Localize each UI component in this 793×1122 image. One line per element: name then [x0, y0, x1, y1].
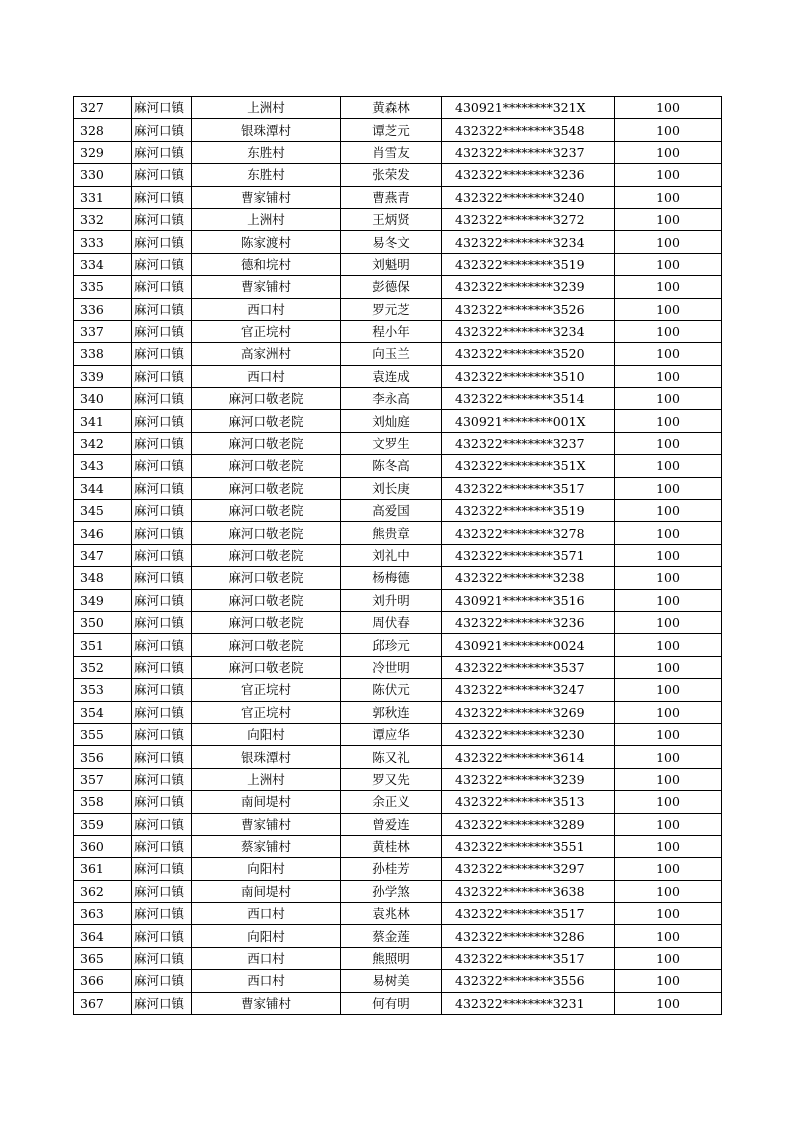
row-number: 332	[74, 208, 132, 230]
name-cell: 刘礼中	[341, 544, 442, 566]
id-number-cell: 432322********3510	[442, 365, 615, 387]
name-cell: 陈伏元	[341, 679, 442, 701]
amount-cell: 100	[615, 455, 722, 477]
table-row	[74, 791, 722, 813]
row-number: 340	[74, 388, 132, 410]
village-cell: 向阳村	[192, 723, 341, 745]
village-cell: 东胜村	[192, 141, 341, 163]
table-row	[74, 925, 722, 947]
row-number: 367	[74, 992, 132, 1014]
id-number-cell: 432322********3614	[442, 746, 615, 768]
name-cell: 陈又礼	[341, 746, 442, 768]
town-cell: 麻河口镇	[132, 992, 192, 1014]
id-number-cell: 432322********3234	[442, 231, 615, 253]
id-number-cell: 432322********3278	[442, 522, 615, 544]
id-number-cell: 432322********3237	[442, 432, 615, 454]
village-cell: 高家洲村	[192, 343, 341, 365]
table-row	[74, 298, 722, 320]
name-cell: 谭芝元	[341, 119, 442, 141]
amount-cell: 100	[615, 768, 722, 790]
village-cell: 上洲村	[192, 208, 341, 230]
table-row	[74, 455, 722, 477]
village-cell: 官正垸村	[192, 679, 341, 701]
row-number: 363	[74, 903, 132, 925]
village-cell: 蔡家铺村	[192, 835, 341, 857]
recipient-table	[73, 96, 722, 1015]
id-number-cell: 432322********3231	[442, 992, 615, 1014]
id-number-cell: 432322********3230	[442, 723, 615, 745]
name-cell: 曾爱连	[341, 813, 442, 835]
town-cell: 麻河口镇	[132, 276, 192, 298]
row-number: 329	[74, 141, 132, 163]
id-number-cell: 432322********3272	[442, 208, 615, 230]
amount-cell: 100	[615, 835, 722, 857]
table-row	[74, 276, 722, 298]
table-row	[74, 813, 722, 835]
name-cell: 熊照明	[341, 947, 442, 969]
table-row	[74, 343, 722, 365]
id-number-cell: 432322********3551	[442, 835, 615, 857]
amount-cell: 100	[615, 500, 722, 522]
row-number: 353	[74, 679, 132, 701]
town-cell: 麻河口镇	[132, 186, 192, 208]
amount-cell: 100	[615, 298, 722, 320]
id-number-cell: 432322********3517	[442, 947, 615, 969]
amount-cell: 100	[615, 723, 722, 745]
table-row	[74, 500, 722, 522]
town-cell: 麻河口镇	[132, 141, 192, 163]
village-cell: 曹家铺村	[192, 186, 341, 208]
name-cell: 刘长庚	[341, 477, 442, 499]
town-cell: 麻河口镇	[132, 477, 192, 499]
id-number-cell: 432322********3286	[442, 925, 615, 947]
table-row	[74, 589, 722, 611]
row-number: 356	[74, 746, 132, 768]
id-number-cell: 432322********3239	[442, 768, 615, 790]
amount-cell: 100	[615, 141, 722, 163]
village-cell: 麻河口敬老院	[192, 611, 341, 633]
table-row	[74, 253, 722, 275]
table-row	[74, 723, 722, 745]
village-cell: 上洲村	[192, 97, 341, 119]
row-number: 354	[74, 701, 132, 723]
amount-cell: 100	[615, 477, 722, 499]
town-cell: 麻河口镇	[132, 791, 192, 813]
id-number-cell: 432322********3517	[442, 903, 615, 925]
id-number-cell: 430921********3516	[442, 589, 615, 611]
row-number: 351	[74, 634, 132, 656]
name-cell: 刘魁明	[341, 253, 442, 275]
row-number: 360	[74, 835, 132, 857]
name-cell: 向玉兰	[341, 343, 442, 365]
row-number: 344	[74, 477, 132, 499]
row-number: 365	[74, 947, 132, 969]
amount-cell: 100	[615, 276, 722, 298]
village-cell: 麻河口敬老院	[192, 500, 341, 522]
amount-cell: 100	[615, 365, 722, 387]
village-cell: 麻河口敬老院	[192, 567, 341, 589]
town-cell: 麻河口镇	[132, 611, 192, 633]
id-number-cell: 432322********3548	[442, 119, 615, 141]
name-cell: 孙桂芳	[341, 858, 442, 880]
town-cell: 麻河口镇	[132, 455, 192, 477]
amount-cell: 100	[615, 567, 722, 589]
row-number: 331	[74, 186, 132, 208]
row-number: 366	[74, 970, 132, 992]
row-number: 352	[74, 656, 132, 678]
name-cell: 黄桂林	[341, 835, 442, 857]
id-number-cell: 432322********3236	[442, 611, 615, 633]
amount-cell: 100	[615, 164, 722, 186]
name-cell: 冷世明	[341, 656, 442, 678]
amount-cell: 100	[615, 858, 722, 880]
village-cell: 曹家铺村	[192, 992, 341, 1014]
name-cell: 何有明	[341, 992, 442, 1014]
town-cell: 麻河口镇	[132, 701, 192, 723]
village-cell: 曹家铺村	[192, 276, 341, 298]
table-row	[74, 970, 722, 992]
town-cell: 麻河口镇	[132, 567, 192, 589]
id-number-cell: 432322********3519	[442, 253, 615, 275]
name-cell: 蔡金莲	[341, 925, 442, 947]
town-cell: 麻河口镇	[132, 903, 192, 925]
village-cell: 西口村	[192, 365, 341, 387]
town-cell: 麻河口镇	[132, 343, 192, 365]
id-number-cell: 432322********3239	[442, 276, 615, 298]
name-cell: 曹燕青	[341, 186, 442, 208]
row-number: 336	[74, 298, 132, 320]
id-number-cell: 432322********3526	[442, 298, 615, 320]
name-cell: 邱珍元	[341, 634, 442, 656]
table-row	[74, 544, 722, 566]
town-cell: 麻河口镇	[132, 365, 192, 387]
village-cell: 向阳村	[192, 925, 341, 947]
name-cell: 郭秋连	[341, 701, 442, 723]
row-number: 364	[74, 925, 132, 947]
amount-cell: 100	[615, 432, 722, 454]
row-number: 339	[74, 365, 132, 387]
town-cell: 麻河口镇	[132, 432, 192, 454]
town-cell: 麻河口镇	[132, 925, 192, 947]
id-number-cell: 432322********3289	[442, 813, 615, 835]
table-row	[74, 388, 722, 410]
table-row	[74, 97, 722, 119]
amount-cell: 100	[615, 611, 722, 633]
town-cell: 麻河口镇	[132, 679, 192, 701]
town-cell: 麻河口镇	[132, 970, 192, 992]
town-cell: 麻河口镇	[132, 253, 192, 275]
village-cell: 麻河口敬老院	[192, 589, 341, 611]
name-cell: 罗元芝	[341, 298, 442, 320]
village-cell: 西口村	[192, 903, 341, 925]
table-row	[74, 768, 722, 790]
town-cell: 麻河口镇	[132, 119, 192, 141]
name-cell: 易冬文	[341, 231, 442, 253]
table-row	[74, 477, 722, 499]
row-number: 338	[74, 343, 132, 365]
name-cell: 李永高	[341, 388, 442, 410]
id-number-cell: 430921********0024	[442, 634, 615, 656]
name-cell: 刘升明	[341, 589, 442, 611]
row-number: 346	[74, 522, 132, 544]
row-number: 342	[74, 432, 132, 454]
name-cell: 陈冬高	[341, 455, 442, 477]
village-cell: 西口村	[192, 947, 341, 969]
amount-cell: 100	[615, 388, 722, 410]
name-cell: 余正义	[341, 791, 442, 813]
row-number: 345	[74, 500, 132, 522]
id-number-cell: 432322********3240	[442, 186, 615, 208]
village-cell: 麻河口敬老院	[192, 656, 341, 678]
row-number: 362	[74, 880, 132, 902]
table-row	[74, 567, 722, 589]
village-cell: 西口村	[192, 298, 341, 320]
amount-cell: 100	[615, 97, 722, 119]
id-number-cell: 432322********3638	[442, 880, 615, 902]
amount-cell: 100	[615, 925, 722, 947]
row-number: 330	[74, 164, 132, 186]
town-cell: 麻河口镇	[132, 858, 192, 880]
row-number: 343	[74, 455, 132, 477]
village-cell: 上洲村	[192, 768, 341, 790]
table-row	[74, 858, 722, 880]
town-cell: 麻河口镇	[132, 522, 192, 544]
name-cell: 张荣发	[341, 164, 442, 186]
table-body	[74, 97, 722, 1015]
id-number-cell: 432322********3513	[442, 791, 615, 813]
town-cell: 麻河口镇	[132, 656, 192, 678]
town-cell: 麻河口镇	[132, 97, 192, 119]
id-number-cell: 432322********3514	[442, 388, 615, 410]
town-cell: 麻河口镇	[132, 813, 192, 835]
id-number-cell: 432322********3519	[442, 500, 615, 522]
name-cell: 刘灿庭	[341, 410, 442, 432]
name-cell: 黄森林	[341, 97, 442, 119]
amount-cell: 100	[615, 522, 722, 544]
amount-cell: 100	[615, 656, 722, 678]
id-number-cell: 432322********3571	[442, 544, 615, 566]
id-number-cell: 432322********351X	[442, 455, 615, 477]
village-cell: 南间堤村	[192, 791, 341, 813]
table-row	[74, 880, 722, 902]
amount-cell: 100	[615, 813, 722, 835]
village-cell: 官正垸村	[192, 701, 341, 723]
table-row	[74, 186, 722, 208]
table-row	[74, 432, 722, 454]
amount-cell: 100	[615, 679, 722, 701]
village-cell: 官正垸村	[192, 320, 341, 342]
name-cell: 杨梅德	[341, 567, 442, 589]
amount-cell: 100	[615, 880, 722, 902]
amount-cell: 100	[615, 701, 722, 723]
table-row	[74, 208, 722, 230]
village-cell: 麻河口敬老院	[192, 634, 341, 656]
row-number: 337	[74, 320, 132, 342]
town-cell: 麻河口镇	[132, 544, 192, 566]
village-cell: 麻河口敬老院	[192, 477, 341, 499]
row-number: 361	[74, 858, 132, 880]
amount-cell: 100	[615, 589, 722, 611]
name-cell: 罗又先	[341, 768, 442, 790]
village-cell: 麻河口敬老院	[192, 455, 341, 477]
id-number-cell: 432322********3297	[442, 858, 615, 880]
row-number: 358	[74, 791, 132, 813]
village-cell: 向阳村	[192, 858, 341, 880]
amount-cell: 100	[615, 208, 722, 230]
id-number-cell: 432322********3517	[442, 477, 615, 499]
row-number: 348	[74, 567, 132, 589]
row-number: 333	[74, 231, 132, 253]
town-cell: 麻河口镇	[132, 723, 192, 745]
table-row	[74, 746, 722, 768]
id-number-cell: 432322********3556	[442, 970, 615, 992]
table-row	[74, 634, 722, 656]
row-number: 334	[74, 253, 132, 275]
village-cell: 麻河口敬老院	[192, 544, 341, 566]
id-number-cell: 432322********3520	[442, 343, 615, 365]
name-cell: 彭德保	[341, 276, 442, 298]
amount-cell: 100	[615, 903, 722, 925]
name-cell: 袁连成	[341, 365, 442, 387]
amount-cell: 100	[615, 231, 722, 253]
amount-cell: 100	[615, 186, 722, 208]
table-row	[74, 992, 722, 1014]
amount-cell: 100	[615, 320, 722, 342]
table-row	[74, 835, 722, 857]
row-number: 355	[74, 723, 132, 745]
amount-cell: 100	[615, 791, 722, 813]
town-cell: 麻河口镇	[132, 500, 192, 522]
amount-cell: 100	[615, 746, 722, 768]
town-cell: 麻河口镇	[132, 768, 192, 790]
village-cell: 东胜村	[192, 164, 341, 186]
row-number: 359	[74, 813, 132, 835]
village-cell: 银珠潭村	[192, 119, 341, 141]
table-row	[74, 119, 722, 141]
table-row	[74, 611, 722, 633]
id-number-cell: 430921********321X	[442, 97, 615, 119]
town-cell: 麻河口镇	[132, 835, 192, 857]
name-cell: 程小年	[341, 320, 442, 342]
town-cell: 麻河口镇	[132, 589, 192, 611]
id-number-cell: 432322********3237	[442, 141, 615, 163]
row-number: 350	[74, 611, 132, 633]
village-cell: 曹家铺村	[192, 813, 341, 835]
table-row	[74, 701, 722, 723]
table-row	[74, 320, 722, 342]
town-cell: 麻河口镇	[132, 164, 192, 186]
row-number: 357	[74, 768, 132, 790]
table-row	[74, 679, 722, 701]
town-cell: 麻河口镇	[132, 388, 192, 410]
row-number: 341	[74, 410, 132, 432]
town-cell: 麻河口镇	[132, 298, 192, 320]
village-cell: 麻河口敬老院	[192, 410, 341, 432]
town-cell: 麻河口镇	[132, 947, 192, 969]
table-row	[74, 522, 722, 544]
town-cell: 麻河口镇	[132, 410, 192, 432]
table-row	[74, 903, 722, 925]
village-cell: 银珠潭村	[192, 746, 341, 768]
table-row	[74, 141, 722, 163]
id-number-cell: 432322********3238	[442, 567, 615, 589]
name-cell: 文罗生	[341, 432, 442, 454]
amount-cell: 100	[615, 253, 722, 275]
name-cell: 熊贵章	[341, 522, 442, 544]
table-row	[74, 365, 722, 387]
town-cell: 麻河口镇	[132, 746, 192, 768]
town-cell: 麻河口镇	[132, 320, 192, 342]
village-cell: 麻河口敬老院	[192, 432, 341, 454]
town-cell: 麻河口镇	[132, 880, 192, 902]
amount-cell: 100	[615, 970, 722, 992]
row-number: 335	[74, 276, 132, 298]
row-number: 327	[74, 97, 132, 119]
name-cell: 谭应华	[341, 723, 442, 745]
table-row	[74, 231, 722, 253]
name-cell: 王炳贤	[341, 208, 442, 230]
amount-cell: 100	[615, 343, 722, 365]
name-cell: 易树美	[341, 970, 442, 992]
id-number-cell: 432322********3537	[442, 656, 615, 678]
town-cell: 麻河口镇	[132, 634, 192, 656]
amount-cell: 100	[615, 992, 722, 1014]
name-cell: 周伏春	[341, 611, 442, 633]
amount-cell: 100	[615, 634, 722, 656]
town-cell: 麻河口镇	[132, 208, 192, 230]
village-cell: 麻河口敬老院	[192, 522, 341, 544]
town-cell: 麻河口镇	[132, 231, 192, 253]
amount-cell: 100	[615, 544, 722, 566]
village-cell: 德和垸村	[192, 253, 341, 275]
table-row	[74, 164, 722, 186]
amount-cell: 100	[615, 947, 722, 969]
village-cell: 南间堤村	[192, 880, 341, 902]
id-number-cell: 430921********001X	[442, 410, 615, 432]
amount-cell: 100	[615, 410, 722, 432]
village-cell: 陈家渡村	[192, 231, 341, 253]
village-cell: 西口村	[192, 970, 341, 992]
name-cell: 孙学煞	[341, 880, 442, 902]
table-row	[74, 947, 722, 969]
id-number-cell: 432322********3247	[442, 679, 615, 701]
village-cell: 麻河口敬老院	[192, 388, 341, 410]
row-number: 349	[74, 589, 132, 611]
id-number-cell: 432322********3236	[442, 164, 615, 186]
name-cell: 高爱国	[341, 500, 442, 522]
table-row	[74, 410, 722, 432]
row-number: 328	[74, 119, 132, 141]
id-number-cell: 432322********3234	[442, 320, 615, 342]
amount-cell: 100	[615, 119, 722, 141]
id-number-cell: 432322********3269	[442, 701, 615, 723]
table-row	[74, 656, 722, 678]
name-cell: 肖雪友	[341, 141, 442, 163]
name-cell: 袁兆林	[341, 903, 442, 925]
row-number: 347	[74, 544, 132, 566]
